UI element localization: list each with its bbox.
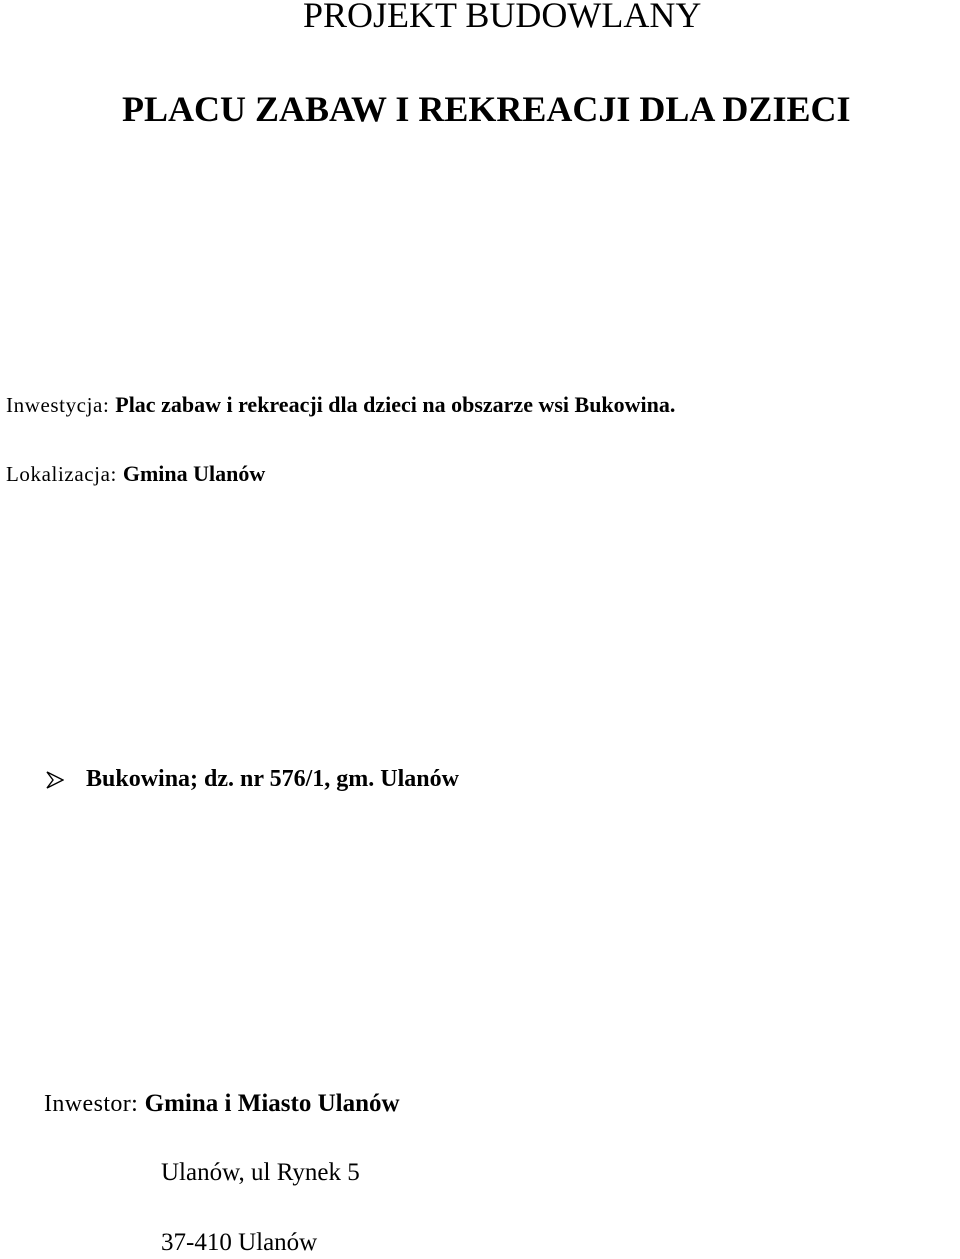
parcel-text: Bukowina; dz. nr 576/1, gm. Ulanów — [86, 766, 459, 792]
document-title: PROJEKT BUDOWLANY — [303, 0, 702, 35]
arrow-bullet-icon — [46, 770, 64, 788]
location-row — [6, 460, 265, 491]
location-value: Gmina Ulanów — [122, 461, 266, 486]
investment-label: Inwestycja: — [6, 393, 116, 417]
investor-address-line2: 37-410 Ulanów — [161, 1229, 318, 1256]
investor-label: Inwestor: — [44, 1091, 145, 1117]
investor-address-line1: Ulanów, ul Rynek 5 — [161, 1159, 360, 1186]
investment-value: Plac zabaw i rekreacji dla dzieci na obszarze wsi Bukowina. — [115, 392, 676, 417]
investor-row — [44, 1088, 400, 1123]
document-subtitle: PLACU ZABAW I REKREACJI DLA DZIECI — [122, 89, 851, 129]
investor-value: Gmina i Miasto Ulanów — [144, 1090, 400, 1117]
investment-row — [6, 391, 675, 422]
parcel-row — [46, 764, 459, 794]
location-label: Lokalizacja: — [6, 462, 123, 486]
